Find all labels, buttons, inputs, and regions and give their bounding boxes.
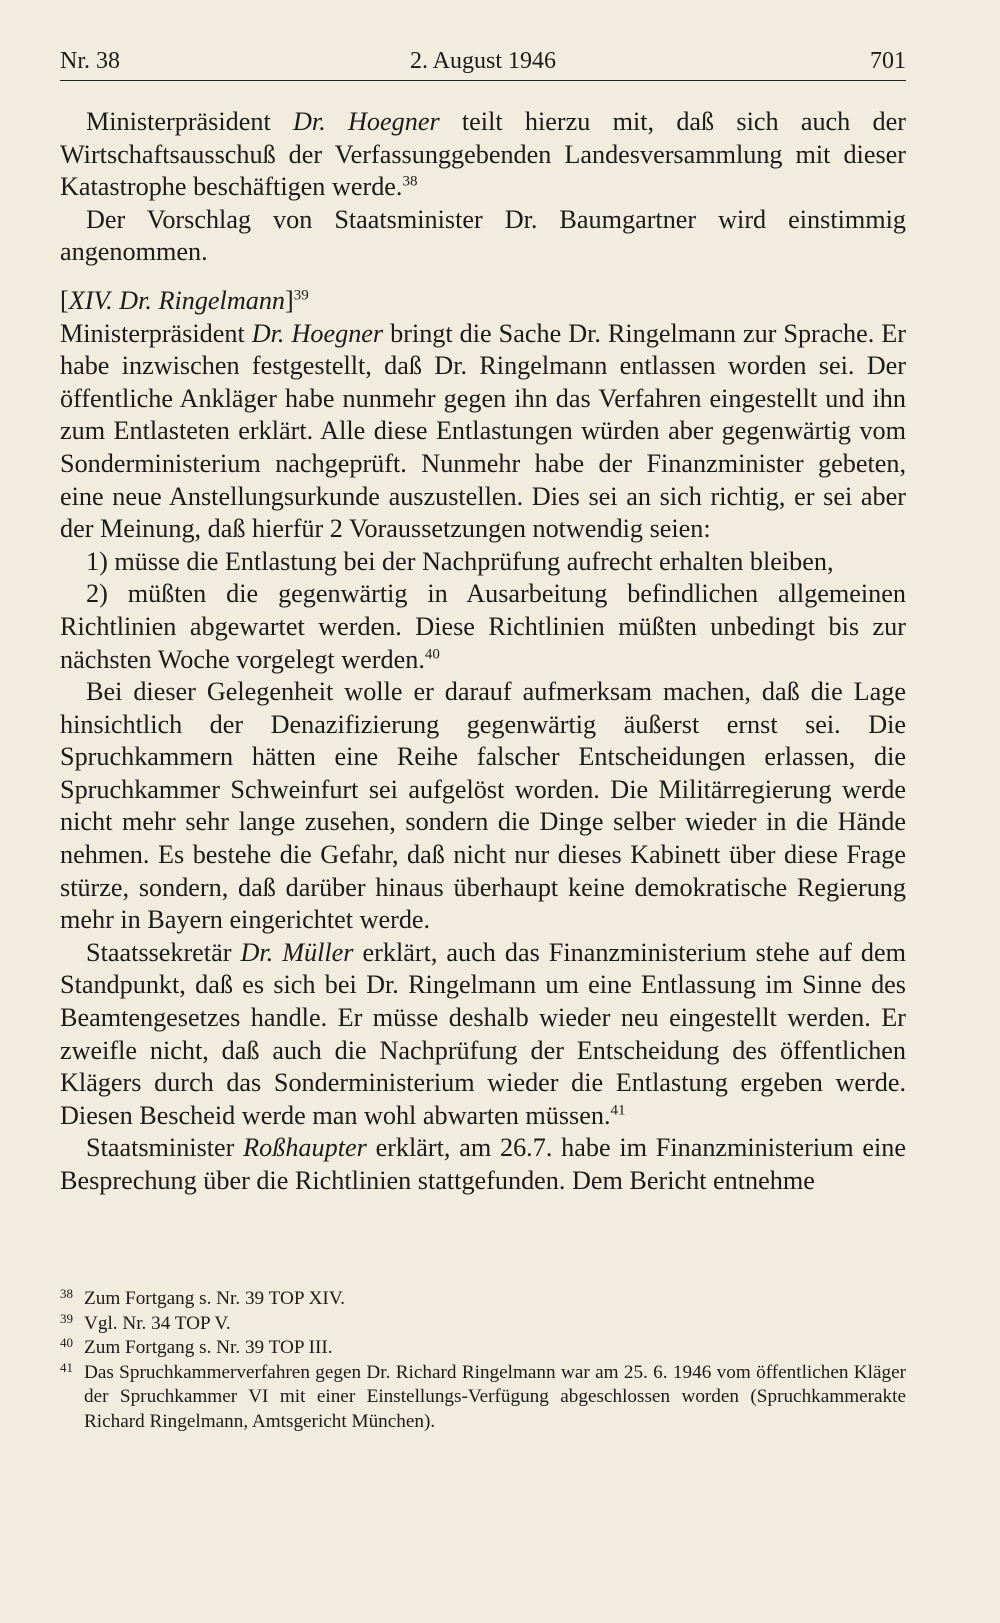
running-header: [60, 44, 906, 81]
footnote-ref-38: 38: [402, 173, 418, 190]
footnotes: [60, 1287, 906, 1434]
footnote-ref-41: 41: [610, 1102, 626, 1119]
issue-number: Nr. 38: [60, 48, 120, 74]
footnote-text: Zum Fortgang s. Nr. 39 TOP III.: [84, 1337, 333, 1358]
p3-text-b: bringt die Sache Dr. Ringelmann zur Sprache. Er habe inzwischen festgestellt, daß Dr. Ringelmann entlassen worden sei. Der öffentliche Ankläger habe nunmehr gegen ihn das Verfahren eingestellt und ihn zum Entlasteten erklärt. Alle diese Entlastungen würden aber gegenwärtig vom Sonderministerium nachgeprüft. Nunmehr habe der Finanzminister gebeten, eine neue Anstellungsurkunde auszustellen. Dies sei an sich richtig, er sei aber der Meinung, daß hierfür 2 Voraussetzungen notwendig seien:: [60, 318, 906, 544]
paragraph-3: [60, 318, 906, 546]
paragraph-2: Der Vorschlag von Staatsminister Dr. Baumgartner wird einstimmig angenommen.: [60, 204, 906, 267]
footnote: [60, 1312, 906, 1337]
footnote-number: 39: [60, 1310, 73, 1326]
paragraph-4: Bei dieser Gelegenheit wolle er darauf aufmerksam machen, daß die Lage hinsichtlich der Denazifizierung gegenwärtig äußerst ernst sei. Die Spruchkammern hätten eine Reihe falscher Entscheidungen erlassen, die Spruchkammer Schweinfurt sei aufgelöst worden. Die Militärregierung werde nicht mehr sehr lange zusehen, sondern die Dinge selber wieder in die Hände nehmen. Es bestehe die Gefahr, daß nicht nur dieses Kabinett über diese Frage stürze, sondern, daß darüber hinaus überhaupt keine demokratische Regierung mehr in Bayern eingerichtet werde.: [60, 677, 906, 935]
section-heading: [60, 285, 906, 318]
footnote-ref-39: 39: [293, 287, 309, 304]
p3-text-a: Ministerpräsident: [60, 318, 252, 348]
heading-text: XIV. Dr. Ringelmann: [68, 285, 286, 315]
footnote-number: 38: [60, 1286, 73, 1301]
p6-speaker: Roßhaupter: [243, 1133, 367, 1163]
p6-text-a: Staatsminister: [86, 1133, 244, 1163]
p1-text-a: Ministerpräsident: [86, 107, 293, 136]
p5-text-b: erklärt, auch das Finanzministerium stehe auf dem Standpunkt, daß es sich bei Dr. Ringelmann um eine Entlassung im Sinne des Beamtengesetzes handle. Er müsse deshalb wieder neu eingestellt werden. Er zweifle nicht, daß auch die Nachprüfung der Entscheidung des öffentlichen Klägers durch das Sonderministerium wieder die Entlastung ergeben werde. Diesen Bescheid werde man wohl abwarten müssen.: [60, 937, 906, 1130]
p6-text-b: erklärt, am 26.7. habe im Finanzministerium eine Besprechung über die Richtlinien stattgefunden. Dem Bericht entnehme: [60, 1133, 906, 1195]
footnote-text: Zum Fortgang s. Nr. 39 TOP XIV.: [84, 1288, 346, 1309]
p3-speaker: Dr. Hoegner: [251, 318, 384, 348]
book-page: [60, 0, 906, 1623]
paragraph-1: [60, 106, 906, 204]
footnote: [60, 1336, 906, 1361]
footnote: [60, 1287, 906, 1312]
p1-speaker: Dr. Hoegner: [293, 107, 440, 136]
heading-bracket-open: [: [60, 285, 69, 315]
main-text: [60, 106, 906, 1198]
paragraph-5: [60, 937, 906, 1133]
paragraph-6: [60, 1132, 906, 1197]
page-number: 701: [870, 48, 906, 74]
footnote-ref-40: 40: [424, 645, 440, 662]
heading-bracket-close: ]: [285, 285, 294, 315]
header-date: 2. August 1946: [409, 48, 556, 74]
p5-text-a: Staatssekretär: [86, 937, 241, 967]
footnote-text: Das Spruchkammerverfahren gegen Dr. Richard Ringelmann war am 25. 6. 1946 vom öffentlichen Kläger der Spruchkammer VI mit einer Einstellungs-Verfügung abgeschlossen worden (Spruchkammerakte Richard Ringelmann, Amtsgericht München).: [84, 1361, 906, 1432]
list-item-2: [60, 578, 906, 676]
p1-text-b: teilt hierzu mit, daß sich auch der Wirtschaftsausschuß der Verfassunggebenden Landesversammlung mit dieser Katastrophe beschäftigen werde.: [60, 107, 906, 202]
item2-text: 2) müßten die gegenwärtig in Ausarbeitung befindlichen allgemeinen Richtlinien abgewartet werden. Diese Richtlinien müßten unbedingt bis zur nächsten Woche vorgelegt werden.: [60, 579, 906, 674]
footnote: [60, 1361, 906, 1435]
footnote-text: Vgl. Nr. 34 TOP V.: [84, 1312, 231, 1334]
p5-speaker: Dr. Müller: [240, 937, 354, 967]
list-item-1: 1) müsse die Entlastung bei der Nachprüfung aufrecht erhalten bleiben,: [86, 546, 834, 576]
footnote-number: 41: [60, 1359, 73, 1375]
footnote-number: 40: [60, 1335, 73, 1350]
